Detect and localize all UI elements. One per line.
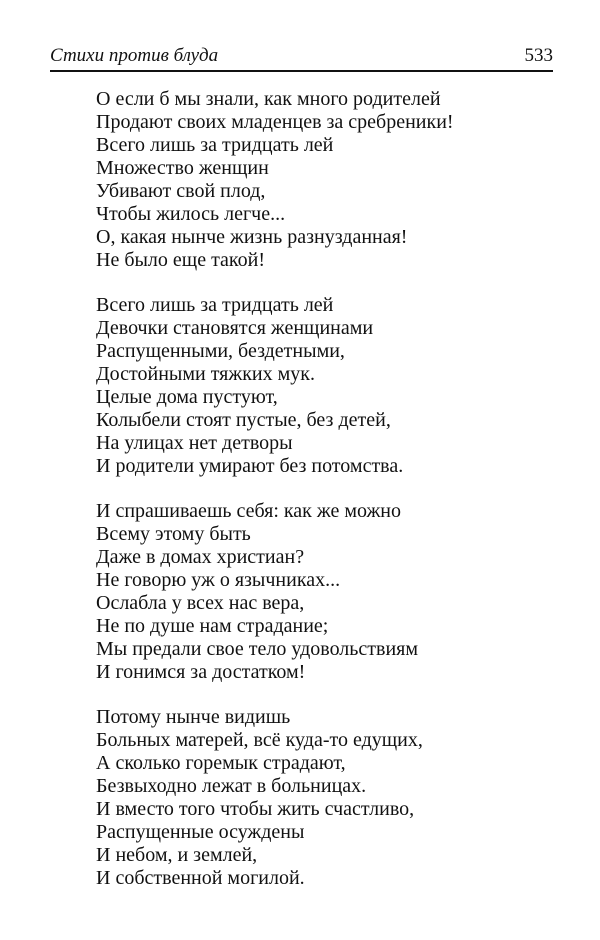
- poem-line: Продают своих младенцев за сребреники!: [96, 111, 454, 133]
- poem-line: Достойными тяжких мук.: [96, 363, 315, 385]
- poem-line: Девочки становятся женщинами: [96, 317, 374, 339]
- poem-line: Множество женщин: [96, 157, 269, 179]
- poem-line: Не говорю уж о язычниках...: [96, 569, 341, 591]
- poem-line: Распущенными, бездетными,: [96, 340, 345, 362]
- poem-line: Даже в домах христиан?: [96, 546, 305, 568]
- poem-line: Мы предали свое тело удовольствиям: [96, 638, 419, 660]
- poem-line: А сколько горемык страдают,: [96, 752, 346, 774]
- stanza-4: [96, 706, 556, 890]
- poem-line: На улицах нет детворы: [96, 432, 293, 454]
- poem-line: Не было еще такой!: [96, 249, 265, 271]
- header-rule: [50, 70, 553, 72]
- poem-line: И вместо того чтобы жить счастливо,: [96, 798, 415, 820]
- stanza-2: [96, 294, 556, 478]
- poem-line: О если б мы знали, как много родителей: [96, 88, 441, 110]
- stanza-1: [96, 88, 556, 272]
- stanza-3: [96, 500, 556, 684]
- poem-line: Колыбели стоят пустые, без детей,: [96, 409, 391, 431]
- poem-line: И собственной могилой.: [96, 867, 305, 889]
- poem-line: Не по душе нам страдание;: [96, 615, 329, 637]
- poem-line: И гонимся за достатком!: [96, 661, 306, 683]
- poem-line: И спрашиваешь себя: как же можно: [96, 500, 402, 522]
- poem-line: О, какая нынче жизнь разнузданная!: [96, 226, 408, 248]
- poem-text: [96, 88, 556, 890]
- running-title: Стихи против блуда: [50, 45, 219, 66]
- poem-line: Распущенные осуждены: [96, 821, 305, 843]
- poem-line: Всего лишь за тридцать лей: [96, 294, 334, 316]
- poem-line: Ослабла у всех нас вера,: [96, 592, 305, 614]
- poem-line: Всему этому быть: [96, 523, 251, 545]
- poem-line: Безвыходно лежат в больницах.: [96, 775, 367, 797]
- poem-line: Целые дома пустуют,: [96, 386, 278, 408]
- running-header: [50, 44, 553, 72]
- poem-line: И небом, и землей,: [96, 844, 258, 866]
- poem-line: И родители умирают без потомства.: [96, 455, 404, 477]
- poem-line: Потому нынче видишь: [96, 706, 291, 728]
- poem-line: Чтобы жилось легче...: [96, 203, 286, 225]
- poem-line: Убивают свой плод,: [96, 180, 266, 202]
- page-number: 533: [524, 45, 553, 66]
- poem-line: Всего лишь за тридцать лей: [96, 134, 334, 156]
- poem-line: Больных матерей, всё куда-то едущих,: [96, 729, 423, 751]
